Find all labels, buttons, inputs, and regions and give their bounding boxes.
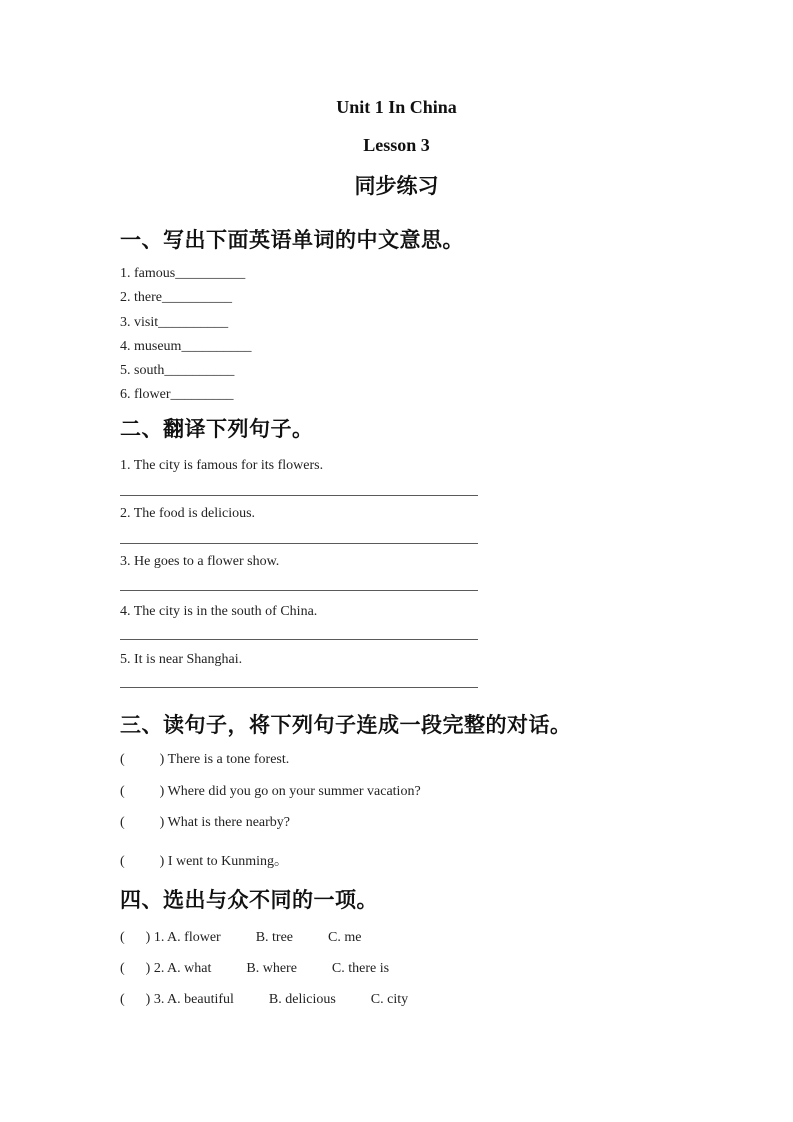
lesson-title: Lesson 3	[363, 135, 430, 155]
section-4-heading: 四、选出与众不同的一项。	[120, 888, 378, 912]
unit-title: Unit 1 In China	[336, 97, 457, 117]
dialogue-item-4: ( ) I went to Kunming。	[120, 854, 288, 869]
worksheet-subtitle: 同步练习	[354, 174, 439, 198]
choice-item-1: ( ) 1. A. flower B. tree C. me	[120, 930, 362, 945]
vocab-item-1: 1. famous__________	[120, 266, 246, 281]
vocab-item-5: 5. south__________	[120, 363, 235, 378]
dialogue-item-2: ( ) Where did you go on your summer vacation?	[120, 784, 421, 799]
translate-item-2: 2. The food is delicious.	[120, 506, 256, 521]
answer-line	[120, 639, 478, 640]
translate-item-1: 1. The city is famous for its flowers.	[120, 458, 324, 473]
vocab-item-2: 2. there__________	[120, 290, 232, 305]
choice-item-2: ( ) 2. A. what B. where C. there is	[120, 961, 390, 976]
answer-line	[120, 590, 478, 591]
translate-item-4: 4. The city is in the south of China.	[120, 604, 318, 619]
choice-item-3: ( ) 3. A. beautiful B. delicious C. city	[120, 992, 409, 1007]
answer-line	[120, 543, 478, 544]
answer-line	[120, 495, 478, 496]
answer-line	[120, 687, 478, 688]
translate-item-3: 3. He goes to a flower show.	[120, 554, 280, 569]
section-2-heading: 二、翻译下列句子。	[120, 417, 314, 441]
vocab-item-4: 4. museum__________	[120, 339, 252, 354]
dialogue-item-3: ( ) What is there nearby?	[120, 815, 291, 830]
translate-item-5: 5. It is near Shanghai.	[120, 652, 243, 667]
vocab-item-3: 3. visit__________	[120, 315, 229, 330]
vocab-item-6: 6. flower_________	[120, 387, 234, 402]
section-3-heading: 三、读句子，将下列句子连成一段完整的对话。	[120, 713, 572, 737]
dialogue-item-1: ( ) There is a tone forest.	[120, 752, 290, 767]
section-1-heading: 一、写出下面英语单词的中文意思。	[120, 228, 464, 252]
